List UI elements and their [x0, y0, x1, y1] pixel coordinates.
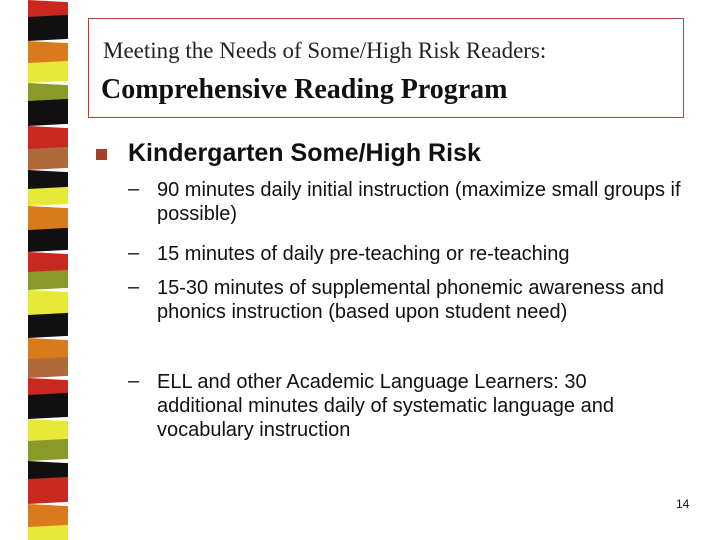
stripe-segment — [28, 357, 68, 378]
stripe-segment — [28, 61, 68, 83]
dash-marker: – — [128, 242, 140, 264]
dash-marker: – — [128, 178, 140, 200]
stripe-segment — [28, 290, 68, 317]
stripe-segment — [28, 15, 68, 41]
stripe-segment — [28, 147, 68, 170]
square-bullet-icon — [96, 149, 107, 160]
dash-marker: – — [128, 370, 140, 392]
stripe-segment — [28, 393, 68, 419]
stripe-segment — [28, 99, 68, 126]
sub-bullet-1: 90 minutes daily initial instruction (maximize small groups if possible) — [157, 179, 681, 225]
decorative-stripe-bar — [28, 0, 68, 540]
stripe-segment — [28, 206, 68, 232]
stripe-segment — [28, 439, 68, 461]
bullet-heading: Kindergarten Some/High Risk — [128, 139, 481, 167]
stripe-bar-graphic — [28, 0, 68, 540]
stripe-segment — [28, 477, 68, 504]
sub-bullet-3: 15-30 minutes of supplemental phonemic awareness and phonics instruction (based upon student need) — [157, 277, 664, 323]
stripe-segment — [28, 525, 68, 540]
title-line2: Comprehensive Reading Program — [101, 74, 508, 105]
sub-bullet-2: 15 minutes of daily pre-teaching or re-teaching — [157, 243, 570, 265]
page-number: 14 — [676, 497, 690, 511]
title-box — [88, 18, 684, 118]
stripe-segment — [28, 270, 68, 290]
title-line1: Meeting the Needs of Some/High Risk Readers: — [103, 38, 547, 63]
stripe-segment — [28, 187, 68, 206]
stripe-segment — [28, 228, 68, 252]
stripe-segment — [28, 313, 68, 338]
sub-bullet-4: ELL and other Academic Language Learners: 30 additional minutes daily of systematic language and vocabulary instruction — [157, 371, 614, 441]
dash-marker: – — [128, 276, 140, 298]
